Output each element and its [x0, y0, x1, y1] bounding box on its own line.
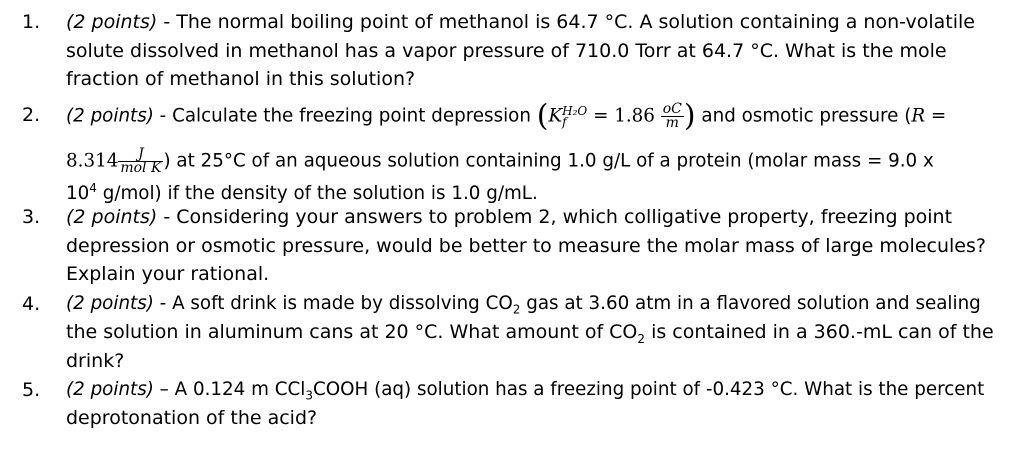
problem-text: Explain your rational.	[66, 263, 270, 285]
subscript: 3	[305, 388, 313, 403]
fraction-numerator: J	[138, 146, 144, 162]
problem-4-line	[66, 292, 981, 322]
problem-text: g/mol) if the density of the solution is 1.0 g/mL.	[96, 183, 538, 205]
problem-text: solute dissolved in methanol has a vapor pressure of 710.0 Torr at 64.7 °C. What is the mole	[66, 40, 947, 62]
problem-text: - A soft drink is made by dissolving CO	[153, 293, 513, 314]
problem-text: COOH (aq) solution has a freezing point of -0.423 °C. What is the percent	[312, 379, 985, 400]
points-label: (2 points)	[66, 293, 154, 314]
problem-text: ) at 25°C of an aqueous solution containing 1.0 g/L of a protein (molar mass = 9.0 x	[163, 150, 934, 172]
problem-text: - The normal boiling point of methanol is 64.7 °C. A solution containing a non-volatile	[157, 11, 975, 33]
r-symbol: R	[911, 105, 926, 127]
problem-text: fraction of methanol in this solution?	[66, 68, 416, 90]
problem-number: 3.	[22, 206, 41, 228]
kf-symbol: K	[548, 105, 563, 127]
kf-scripts	[562, 103, 588, 129]
problem-text: the solution in aluminum cans at 20 °C. What amount of CO	[66, 321, 638, 343]
kf-superscript: H₂O	[562, 103, 588, 118]
problem-text: is contained in a 360.-mL can of the	[645, 321, 994, 343]
fraction-numerator: oC	[662, 101, 682, 117]
problem-text: - Calculate the freezing point depression	[153, 105, 537, 127]
problem-number: 5.	[22, 379, 41, 401]
problem-text: and osmotic pressure (	[695, 105, 912, 127]
problem-number: 1.	[22, 11, 41, 33]
kf-equals: = 1.86	[587, 105, 661, 127]
problem-2-line-2	[66, 148, 934, 175]
problem-text: depression or osmotic pressure, would be better to measure the molar mass of large molecules?	[66, 235, 986, 257]
unit-fraction	[661, 103, 684, 130]
close-paren: )	[683, 98, 696, 134]
problem-number: 4.	[22, 293, 41, 315]
points-label: (2 points)	[66, 379, 154, 400]
problem-text: drink?	[66, 350, 125, 372]
problem-5-line	[66, 378, 984, 408]
r-unit-fraction	[118, 148, 163, 175]
exponent: 4	[89, 181, 97, 195]
subscript: 2	[637, 331, 646, 346]
problem-4-line-2	[66, 320, 994, 351]
open-paren: (	[536, 98, 549, 134]
subscript: 2	[512, 302, 521, 317]
points-label: (2 points)	[66, 105, 154, 127]
points-label: (2 points)	[66, 206, 158, 228]
kf-subscript: f	[562, 114, 567, 129]
problem-2-line-3	[66, 176, 538, 206]
problem-text: gas at 3.60 atm in a flavored solution and sealing	[520, 293, 981, 314]
fraction-denominator: mol K	[120, 160, 162, 176]
problem-text: – A 0.124 m CCl	[153, 379, 306, 400]
problem-text: - Considering your answers to problem 2, which colligative property, freezing point	[157, 206, 953, 228]
problem-text: deprotonation of the acid?	[66, 407, 318, 429]
problem-2-line	[66, 98, 947, 134]
fraction-denominator: m	[661, 116, 684, 130]
problem-3-line	[66, 205, 952, 229]
r-equals: =	[925, 105, 947, 127]
points-label: (2 points)	[66, 11, 158, 33]
problem-1-line	[66, 10, 975, 34]
problem-text: 10	[66, 183, 90, 205]
problem-number: 2.	[22, 104, 41, 126]
r-value: 8.314	[66, 150, 119, 172]
